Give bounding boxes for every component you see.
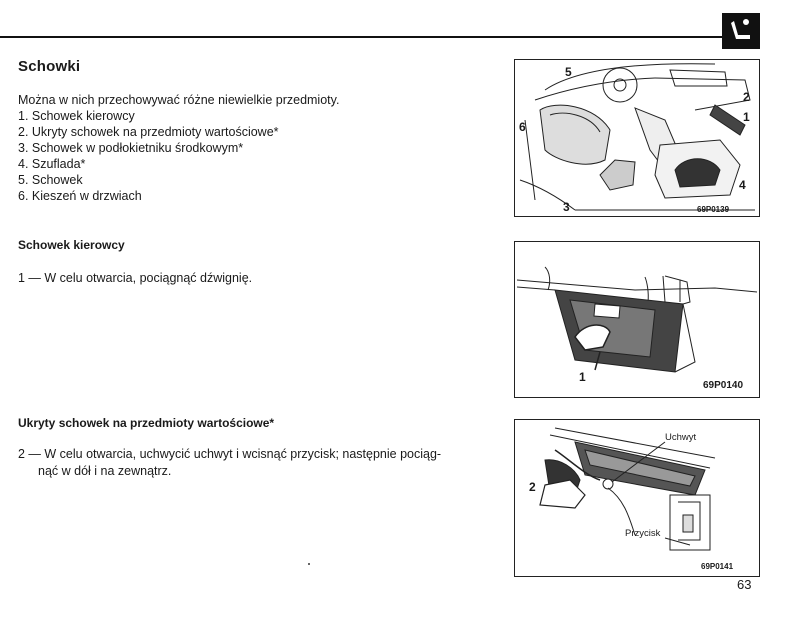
figure-code: 69P0141 — [701, 562, 734, 571]
intro-text: Można w nich przechowywać różne niewielkie przedmioty. — [18, 93, 340, 107]
figure-hidden-box — [514, 419, 760, 577]
stray-mark — [308, 563, 310, 565]
label-button: Przycisk — [625, 528, 661, 539]
list-item: 1. Schowek kierowcy — [18, 109, 135, 123]
list-item: 3. Schowek w podłokietniku środkowym* — [18, 141, 244, 155]
driver-box-heading: Schowek kierowcy — [18, 238, 125, 252]
page-title: Schowki — [18, 58, 81, 75]
interior-drawing — [515, 60, 759, 216]
callout-6: 6 — [519, 120, 526, 134]
figure-interior-overview — [514, 59, 760, 217]
callout-2: 2 — [529, 480, 536, 494]
hidden-box-step-line1: 2 — W celu otwarcia, uchwycić uchwyt i wcisnąć przycisk; następnie pociąg- — [18, 447, 442, 461]
driver-box-drawing — [515, 242, 759, 397]
hidden-box-drawing — [515, 420, 759, 576]
list-item: 6. Kieszeń w drzwiach — [18, 189, 142, 203]
list-item: 4. Szuflada* — [18, 157, 86, 171]
figure-code: 69P0140 — [703, 380, 744, 391]
callout-4: 4 — [739, 178, 746, 192]
driver-box-step: 1 — W celu otwarcia, pociągnąć dźwignię. — [18, 271, 253, 285]
figure-driver-box — [514, 241, 760, 398]
callout-3: 3 — [563, 200, 570, 214]
list-item: 5. Schowek — [18, 173, 83, 187]
figure-code: 69P0139 — [697, 205, 730, 214]
hidden-box-heading: Ukryty schowek na przedmioty wartościowe* — [18, 416, 275, 430]
page-number: 63 — [737, 577, 752, 592]
storage-list — [18, 108, 279, 204]
header-rule — [0, 36, 722, 38]
list-item: 2. Ukryty schowek na przedmioty wartościowe* — [18, 125, 279, 139]
callout-1: 1 — [743, 110, 750, 124]
seat-icon — [722, 13, 760, 49]
callout-5: 5 — [565, 65, 572, 79]
label-handle: Uchwyt — [665, 432, 697, 443]
callout-2: 2 — [743, 90, 750, 104]
hidden-box-step-line2: nąć w dół i na zewnątrz. — [38, 464, 172, 478]
callout-1: 1 — [579, 370, 586, 384]
